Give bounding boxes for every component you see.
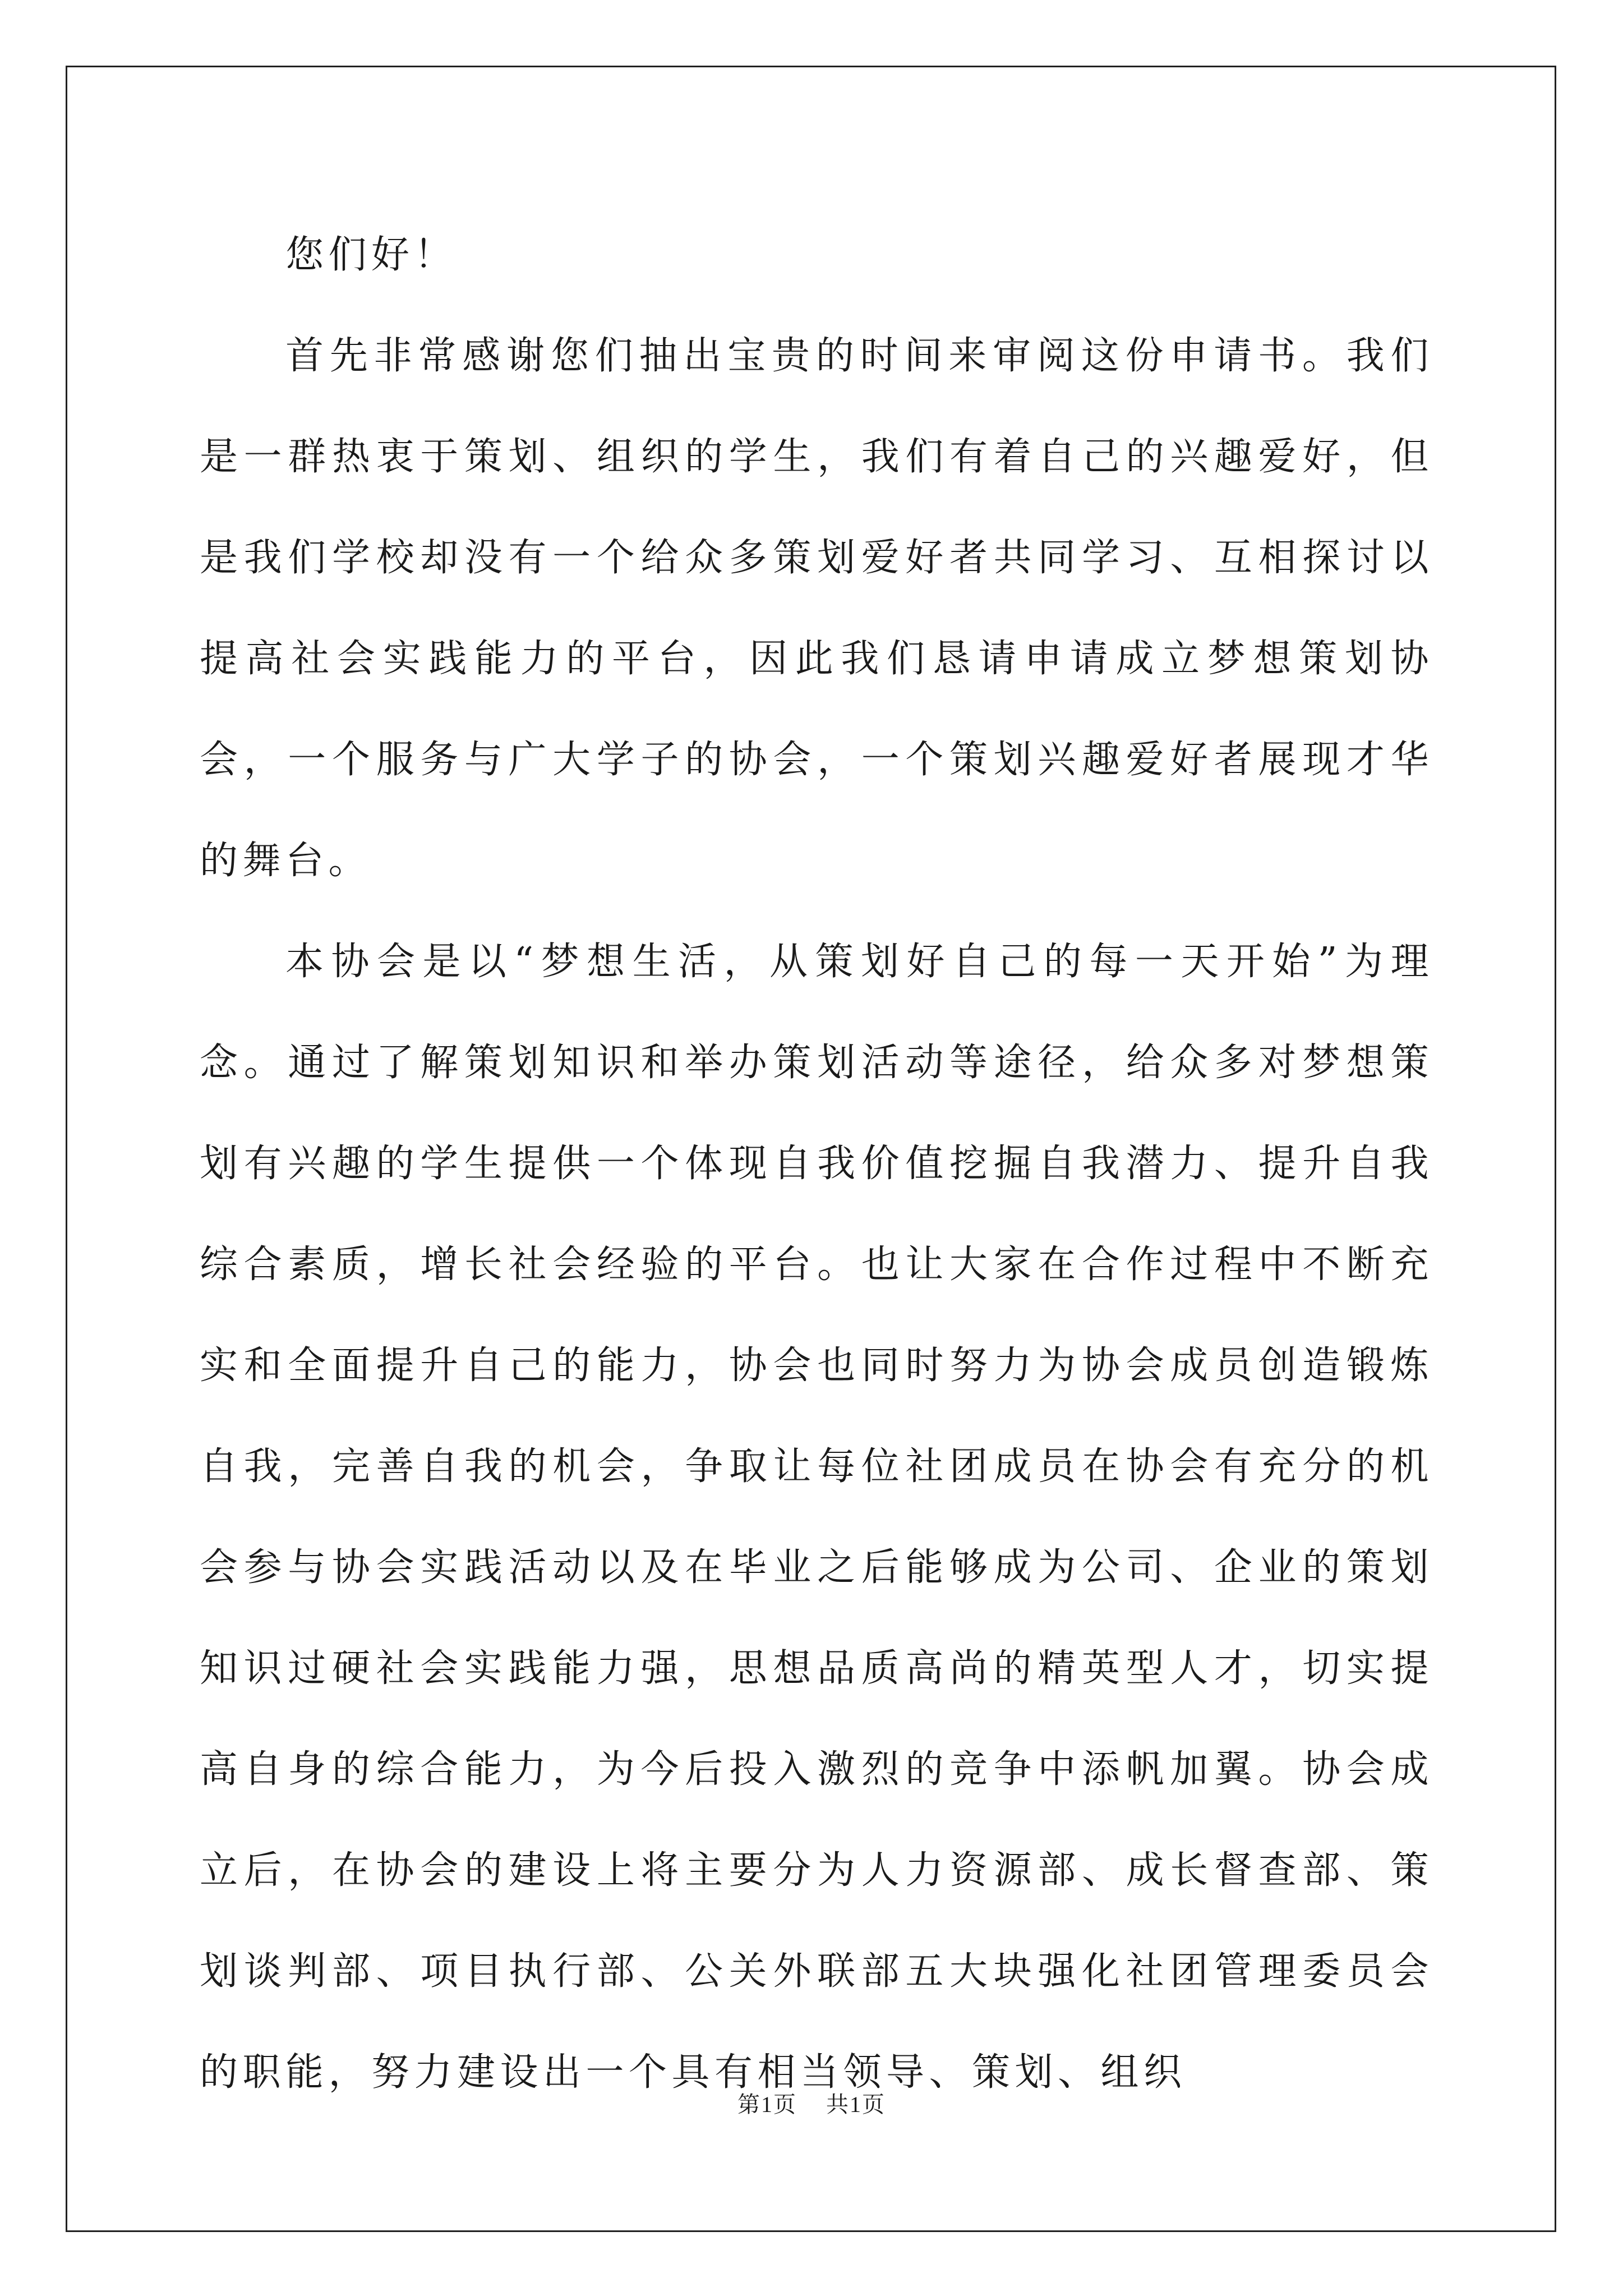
paragraph-intro: 首先非常感谢您们抽出宝贵的时间来审阅这份申请书。我们是一群热衷于策划、组织的学生，我们有着自己的兴趣爱好，但是我们学校却没有一个给众多策划爱好者共同学习、互相探讨以提高社会实践能力的平台，因此我们恳请申请成立梦想策划协会，一个服务与广大学子的协会，一个策划兴趣爱好者展现才华的舞台。	[200, 334, 1433, 883]
page-number: 第1页	[737, 2092, 797, 2117]
page-footer	[0, 2087, 1623, 2119]
page-total: 共1页	[826, 2092, 886, 2117]
greeting: 您们好！	[285, 233, 458, 277]
document-body	[200, 205, 1433, 2123]
paragraph-concept: 本协会是以“梦想生活，从策划好自己的每一天开始”为理念。通过了解策划知识和举办策划活动等途径，给众多对梦想策划有兴趣的学生提供一个体现自我价值挖掘自我潜力、提升自我综合素质，增长社会经验的平台。也让大家在合作过程中不断充实和全面提升自己的能力，协会也同时努力为协会成员创造锻炼自我，完善自我的机会，争取让每位社团成员在协会有充分的机会参与协会实践活动以及在毕业之后能够成为公司、企业的策划知识过硬社会实践能力强，思想品质高尚的精英型人才，切实提高自身的综合能力，为今后投入激烈的竞争中添帆加翼。协会成立后，在协会的建设上将主要分为人力资源部、成长督查部、策划谈判部、项目执行部、公关外联部五大块强化社团管理委员会的职能，努力建设出一个具有相当领导、策划、组织	[200, 940, 1433, 2095]
